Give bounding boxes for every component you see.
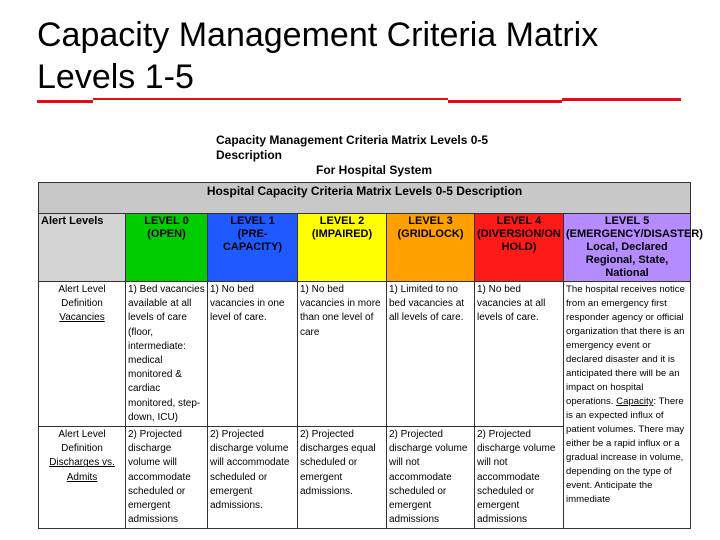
table-row [39, 282, 691, 427]
table-header-row [39, 214, 691, 282]
level-1-header: LEVEL 1 (PRE-CAPACITY) [208, 214, 298, 282]
table-caption: Hospital Capacity Criteria Matrix Levels 0-5 Description [39, 183, 691, 214]
level-2-header: LEVEL 2 (IMPAIRED) [298, 214, 387, 282]
vacancies-level-2-cell: 1) No bed vacancies in more than one level of care [298, 282, 387, 427]
document-heading [216, 133, 546, 178]
document-heading-title: Capacity Management Criteria Matrix Levels 0-5 Description [216, 133, 489, 162]
discharges-level-3-cell: 2) Projected discharge volume will not accommodate scheduled or emergent admissions [387, 427, 475, 529]
level-4-header: LEVEL 4 (DIVERSION/ON HOLD) [475, 214, 564, 282]
level-5-description-cell: The hospital receives notice from an emergency first responder agency or official organization that there is an emergency event or declared disaster and it is anticipated there will be an impact on hospital operations. Capacity: There is an expected influx of patient volumes. There may either be a rapid influx or a gradual increase in volume, depending on the type of event. Anticipate the immediate [564, 282, 691, 529]
row-label-vacancies: Alert Level Definition Vacancies [39, 282, 126, 427]
row-label-discharges: Alert Level Definition Discharges vs. Admits [39, 427, 126, 529]
slide-title-line2: Levels 1-5 [37, 58, 194, 96]
table-caption-row [39, 183, 691, 214]
vacancies-level-4-cell: 1) No bed vacancies at all levels of care. [475, 282, 564, 427]
slide-title-line1: Capacity Management Criteria Matrix [37, 16, 599, 54]
discharges-level-1-cell: 2) Projected discharge volume will accommodate scheduled or emergent admissions. [208, 427, 298, 529]
title-underline [37, 100, 93, 103]
level-5-header: LEVEL 5 (EMERGENCY/DISASTER) Local, Declared Regional, State, National [564, 214, 691, 282]
title-underline [448, 100, 562, 103]
level-0-header: LEVEL 0 (OPEN) [126, 214, 208, 282]
discharges-level-0-cell: 2) Projected discharge volume will accommodate scheduled or emergent admissions [126, 427, 208, 529]
vacancies-level-0-cell: 1) Bed vacancies available at all levels of care (floor, intermediate: medical monitored & cardiac monitored, step-down, ICU) [126, 282, 208, 427]
document-heading-subtitle: For Hospital System [316, 163, 433, 177]
discharges-level-4-cell: 2) Projected discharge volume will not accommodate scheduled or emergent admissions [475, 427, 564, 529]
slide-title [37, 14, 697, 98]
level-3-header: LEVEL 3 (GRIDLOCK) [387, 214, 475, 282]
vacancies-level-1-cell: 1) No bed vacancies in one level of care. [208, 282, 298, 427]
vacancies-level-3-cell: 1) Limited to no bed vacancies at all levels of care. [387, 282, 475, 427]
title-underline [562, 98, 681, 101]
alert-levels-header: Alert Levels [39, 214, 126, 282]
discharges-level-2-cell: 2) Projected discharges equal scheduled or emergent admissions. [298, 427, 387, 529]
title-underline [93, 98, 448, 100]
capacity-matrix-table [38, 182, 703, 529]
